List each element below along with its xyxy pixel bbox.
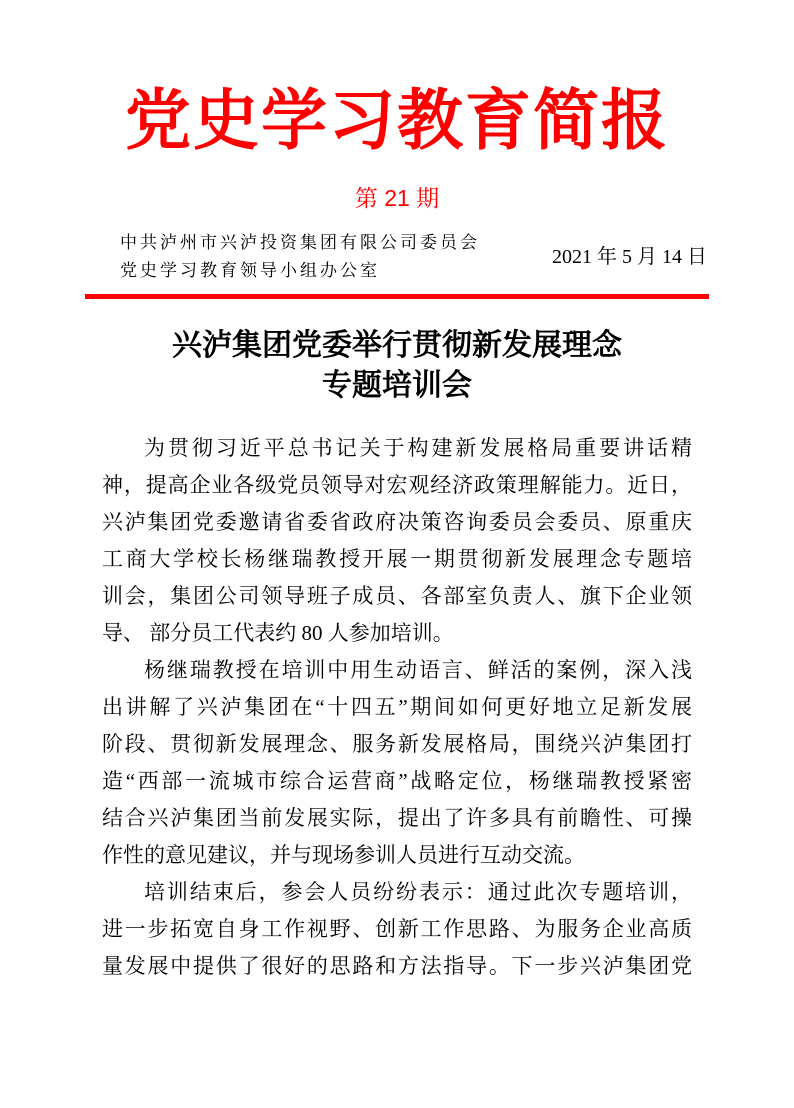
body-line: 造“西部一流城市综合运营商”战略定位，杨继瑞教授紧密 [102, 769, 692, 793]
article-title-line-1: 兴泸集团党委举行贯彻新发展理念 [172, 329, 622, 362]
org-name-line-2: 党史学习教育领导小组办公室 [120, 261, 380, 280]
body-line: 作性的意见建议，并与现场参训人员进行互动交流。 [102, 843, 585, 867]
article-body [102, 430, 692, 985]
issuing-org [85, 229, 480, 285]
body-line: 培训结束后，参会人员纷纷表示：通过此次专题培训， [144, 880, 692, 904]
body-line: 训会，集团公司领导班子成员、各部室负责人、旗下企业领 [102, 584, 692, 608]
body-line: 阶段、贯彻新发展理念、服务新发展格局，围绕兴泸集团打 [102, 732, 692, 756]
org-name-line-1: 中共泸州市兴泸投资集团有限公司委员会 [120, 233, 480, 252]
body-line: 杨继瑞教授在培训中用生动语言、鲜活的案例，深入浅 [144, 658, 692, 682]
header-row [85, 229, 709, 285]
issue-date: 2021 年 5 月 14 日 [552, 246, 707, 268]
red-divider-rule [85, 294, 709, 299]
article-title [85, 326, 709, 406]
body-line: 结合兴泸集团当前发展实际，提出了许多具有前瞻性、可操 [102, 806, 692, 830]
body-line: 为贯彻习近平总书记关于构建新发展格局重要讲话精 [144, 436, 692, 460]
body-line: 工商大学校长杨继瑞教授开展一期贯彻新发展理念专题培 [102, 547, 692, 571]
body-line: 量发展中提供了很好的思路和方法指导。下一步兴泸集团党 [102, 954, 692, 978]
body-line: 出讲解了兴泸集团在“十四五”期间如何更好地立足新发展 [102, 695, 692, 719]
body-line: 进一步拓宽自身工作视野、创新工作思路、为服务企业高质 [102, 917, 692, 941]
body-line: 导、 部分员工代表约 80 人参加培训。 [102, 621, 454, 645]
issue-label: 第 21 期 [354, 185, 440, 211]
article-title-line-2: 专题培训会 [322, 369, 472, 402]
masthead-title: 党史学习教育简报 [125, 85, 669, 158]
body-line: 兴泸集团党委邀请省委省政府决策咨询委员会委员、原重庆 [102, 510, 692, 534]
body-line: 神，提高企业各级党员领导对宏观经济政策理解能力。近日， [102, 473, 692, 497]
